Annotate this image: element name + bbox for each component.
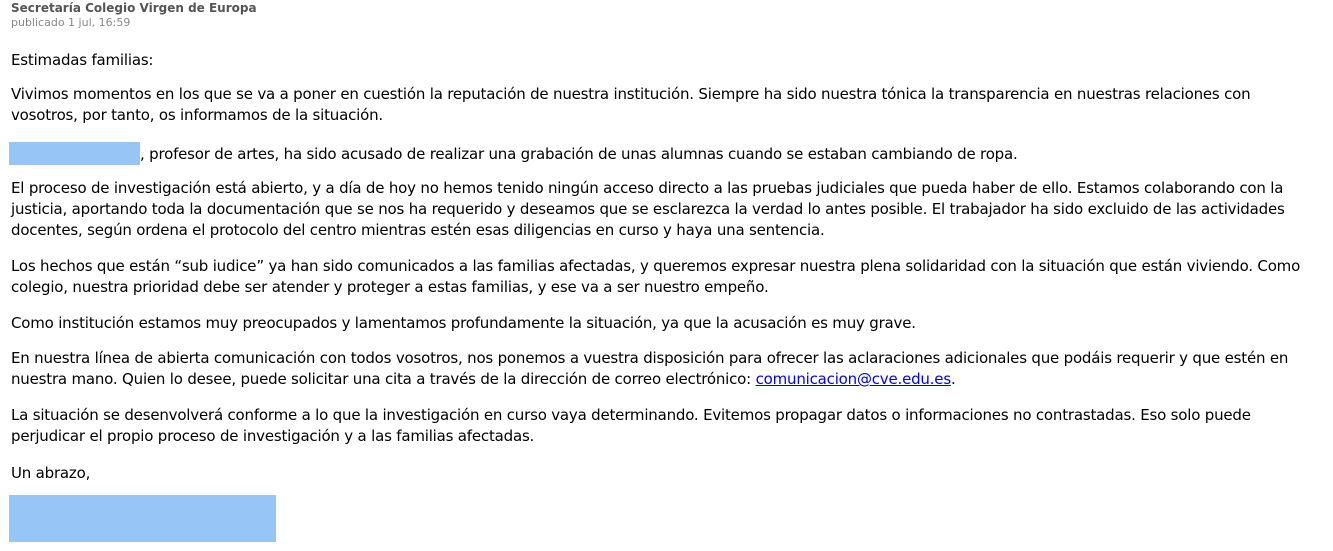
greeting: Estimadas familias:: [11, 51, 154, 69]
redacted-name: [9, 142, 140, 165]
redacted-signature: [9, 495, 276, 542]
paragraph-concern: Como institución estamos muy preocupados y lamentamos profundamente la situación, ya que la acusación es muy grave.: [11, 314, 916, 332]
paragraph-solidarity: Los hechos que están “sub iudice” ya han sido comunicados a las familias afectadas, y queremos expresar nuestra plena solidaridad con la situación que están viviendo. Como colegio, nuestra prioridad debe ser atender y proteger a estas familias, y ese va a ser nuestro empeño.: [11, 257, 1301, 296]
email-link[interactable]: comunicacion@cve.edu.es: [755, 370, 951, 388]
paragraph-accusation: [9, 142, 1314, 165]
published-timestamp: publicado 1 jul, 16:59: [11, 16, 131, 29]
paragraph-caution: La situación se desenvolverá conforme a lo que la investigación en curso vaya determinando. Evitemos propagar datos o informaciones no contrastadas. Eso solo puede perjudicar el propio proceso de investigación y a las familias afectadas.: [11, 406, 1251, 445]
paragraph-contact-end: .: [950, 370, 956, 388]
paragraph-intro: Vivimos momentos en los que se va a poner en cuestión la reputación de nuestra institución. Siempre ha sido nuestra tónica la transparencia en nuestras relaciones con vosotros, por tanto, os informamos de la situación.: [11, 85, 1251, 124]
paragraph-accusation-text: , profesor de artes, ha sido acusado de realizar una grabación de unas alumnas cuando se estaban cambiando de ropa.: [140, 145, 1018, 163]
paragraph-contact-text: En nuestra línea de abierta comunicación con todos vosotros, nos ponemos a vuestra disposición para ofrecer las aclaraciones adicionales que podáis requerir y que estén en nuestra mano. Quien lo desee, puede solicitar una cita a través de la dirección de correo electrónico:: [11, 349, 1289, 388]
paragraph-investigation: El proceso de investigación está abierto, y a día de hoy no hemos tenido ningún acceso directo a las pruebas judiciales que pueda haber de ello. Estamos colaborando con la justicia, aportando toda la documentación que se nos ha requerido y deseamos que se esclarezca la verdad lo antes posible. El trabajador ha sido excluido de las actividades docentes, según ordena el protocolo del centro mientras estén esas diligencias en curso y haya una sentencia.: [11, 179, 1285, 239]
post-header: [11, 1, 257, 30]
post-body: [11, 50, 1316, 482]
closing: Un abrazo,: [11, 464, 91, 482]
author-name[interactable]: Secretaría Colegio Virgen de Europa: [11, 1, 257, 15]
paragraph-contact: [11, 348, 1316, 390]
